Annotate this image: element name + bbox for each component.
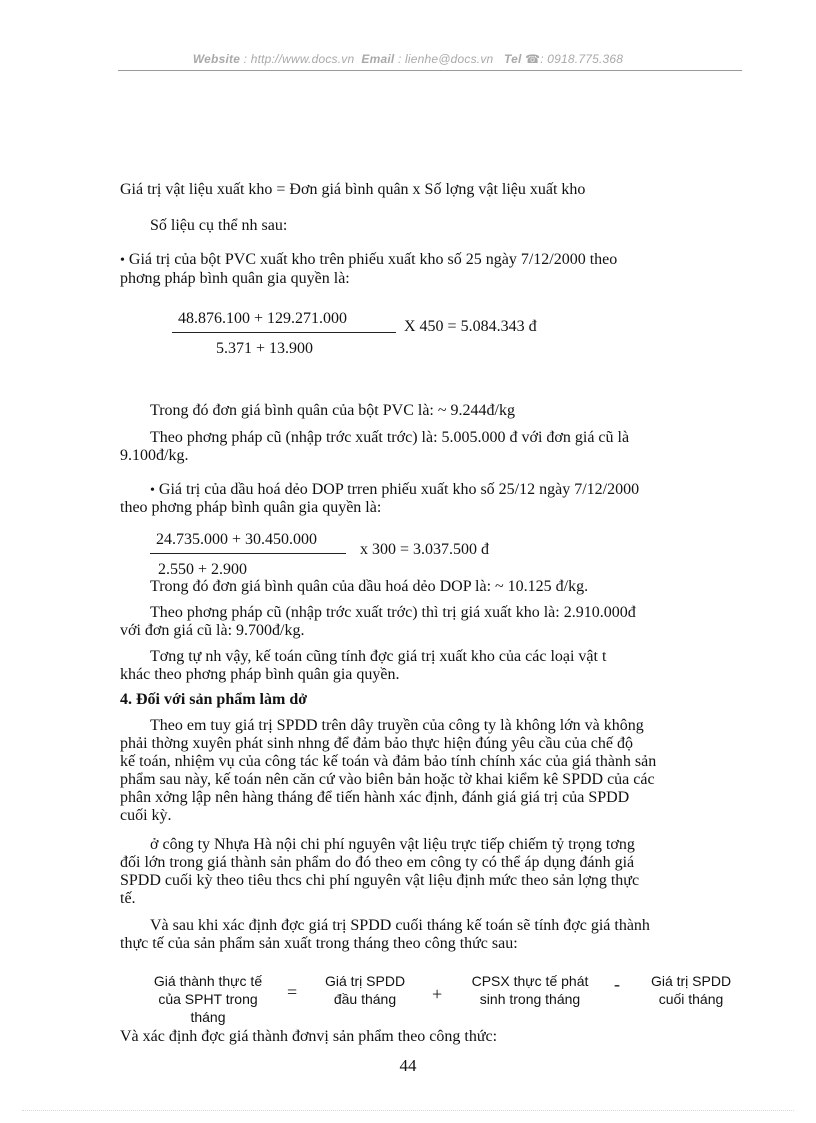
footer-divider: [22, 1110, 794, 1111]
para2-line: đối lớn trong giá thành sản phẩm do đó theo em công ty có thể áp dụng đánh giá: [120, 854, 635, 871]
para1-line: kế toán, nhiệm vụ của công tác kế toán và đảm bảo tính chính xác của giá thành sản: [120, 753, 657, 770]
plus-sign: +: [432, 984, 443, 1004]
similar-line-2: khác theo phơng pháp bình quân gia quyền.: [120, 666, 400, 683]
minus-sign: -: [614, 974, 620, 994]
dop-old-method-2: với đơn giá cũ là: 9.700đ/kg.: [120, 622, 305, 639]
dop-fraction-bar: [150, 553, 346, 554]
dop-old-method-1: Theo phơng pháp cũ (nhập trớc xuất trớc) thì trị giá xuất kho là: 2.910.000đ: [150, 604, 636, 621]
dop-line-1-text: Giá trị của dầu hoá dẻo DOP trren phiếu xuất kho số 25/12 ngày 7/12/2000: [158, 481, 640, 498]
header-divider: [118, 70, 742, 71]
formula-term-4: Giá trị SPDD cuối tháng: [650, 973, 732, 1007]
page-header: [0, 52, 816, 66]
pvc-line-1: [120, 251, 617, 270]
formula-term-3: CPSX thực tế phát sinh trong tháng: [471, 973, 589, 1007]
dop-numerator: 24.735.000 + 30.450.000: [156, 531, 318, 548]
dop-denominator: 2.550 + 2.900: [158, 561, 248, 578]
website-label: Website: [192, 52, 241, 66]
pvc-old-method-2: 9.100đ/kg.: [120, 447, 189, 464]
para1-line: Theo em tuy giá trị SPDD trên dây truyền của công ty là không lớn và không: [150, 717, 644, 734]
formula-term-1: Giá thành thực tế của SPHT trong tháng: [153, 973, 263, 1025]
para1-line: phân xởng lập nên hàng tháng để tiến hành xác định, đánh giá giá trị của SPDD: [120, 789, 630, 806]
tel-label: Tel: [504, 52, 522, 66]
dop-result: x 300 = 3.037.500 đ: [360, 541, 490, 558]
dop-line-1: [150, 481, 639, 500]
pvc-fraction-bar: [172, 332, 396, 333]
dop-average: Trong đó đơn giá bình quân của dầu hoá dẻo DOP là: ~ 10.125 đ/kg.: [150, 578, 589, 595]
formula-line: Giá trị vật liệu xuất kho = Đơn giá bình quân x Số lợng vật liệu xuất kho: [120, 181, 586, 198]
bullet-icon: •: [120, 253, 125, 268]
equals-sign: =: [287, 982, 298, 1002]
pvc-average: Trong đó đơn giá bình quân của bột PVC là: ~ 9.244đ/kg: [150, 402, 515, 419]
para2-line: SPDD cuối kỳ theo tiêu thcs chi phí nguyên vật liệu định mức theo sản lợng thực: [120, 872, 640, 889]
para1-line: cuối kỳ.: [120, 807, 172, 824]
pvc-line-2: phơng pháp bình quân gia quyền là:: [120, 270, 350, 287]
pvc-result: X 450 = 5.084.343 đ: [404, 318, 537, 335]
data-intro: Số liệu cụ thể nh sau:: [150, 217, 288, 234]
para2-line: tế.: [120, 890, 136, 907]
tel-number: : 0918.775.368: [540, 52, 624, 66]
phone-icon: ☎: [525, 52, 541, 66]
pvc-line-1-text: Giá trị của bột PVC xuất kho trên phiếu xuất kho số 25 ngày 7/12/2000 theo: [128, 251, 618, 268]
website-url[interactable]: : http://www.docs.vn: [243, 52, 355, 66]
bullet-icon: •: [150, 483, 155, 498]
pvc-denominator: 5.371 + 13.900: [216, 340, 314, 357]
para3-line: Và sau khi xác định đợc giá trị SPDD cuối tháng kế toán sẽ tính đợc giá thành: [150, 917, 650, 934]
formula-term-2: Giá trị SPDD đầu tháng: [324, 973, 406, 1007]
email-address[interactable]: : lienhe@docs.vn: [397, 52, 494, 66]
section-heading: 4. Đối với sản phẩm làm dở: [120, 691, 308, 708]
para1-line: phẩm sau này, kế toán nên căn cứ vào biên bản hoặc tờ khai kiểm kê SPDD của các: [120, 771, 655, 788]
pvc-old-method-1: Theo phơng pháp cũ (nhập trớc xuất trớc) là: 5.005.000 đ với đơn giá cũ là: [150, 429, 630, 446]
similar-line-1: Tơng tự nh vậy, kế toán cũng tính đợc giá trị xuất kho của các loại vật t: [150, 648, 607, 665]
para3-line: thực tế của sản phẩm sản xuất trong tháng theo công thức sau:: [120, 935, 518, 952]
para1-line: phải thờng xuyên phát sinh nhng để đảm bảo thực hiện đúng yêu cầu của chế độ: [120, 735, 633, 752]
dop-line-2: theo phơng pháp bình quân gia quyền là:: [120, 499, 382, 516]
last-line: Và xác định đợc giá thành đơnvị sản phẩm theo công thức:: [120, 1028, 498, 1045]
para2-line: ở công ty Nhựa Hà nội chi phí nguyên vật liệu trực tiếp chiếm tỷ trọng tơng: [150, 836, 635, 853]
email-label: Email: [361, 52, 395, 66]
pvc-numerator: 48.876.100 + 129.271.000: [178, 310, 348, 327]
page-number: 44: [399, 1056, 417, 1075]
